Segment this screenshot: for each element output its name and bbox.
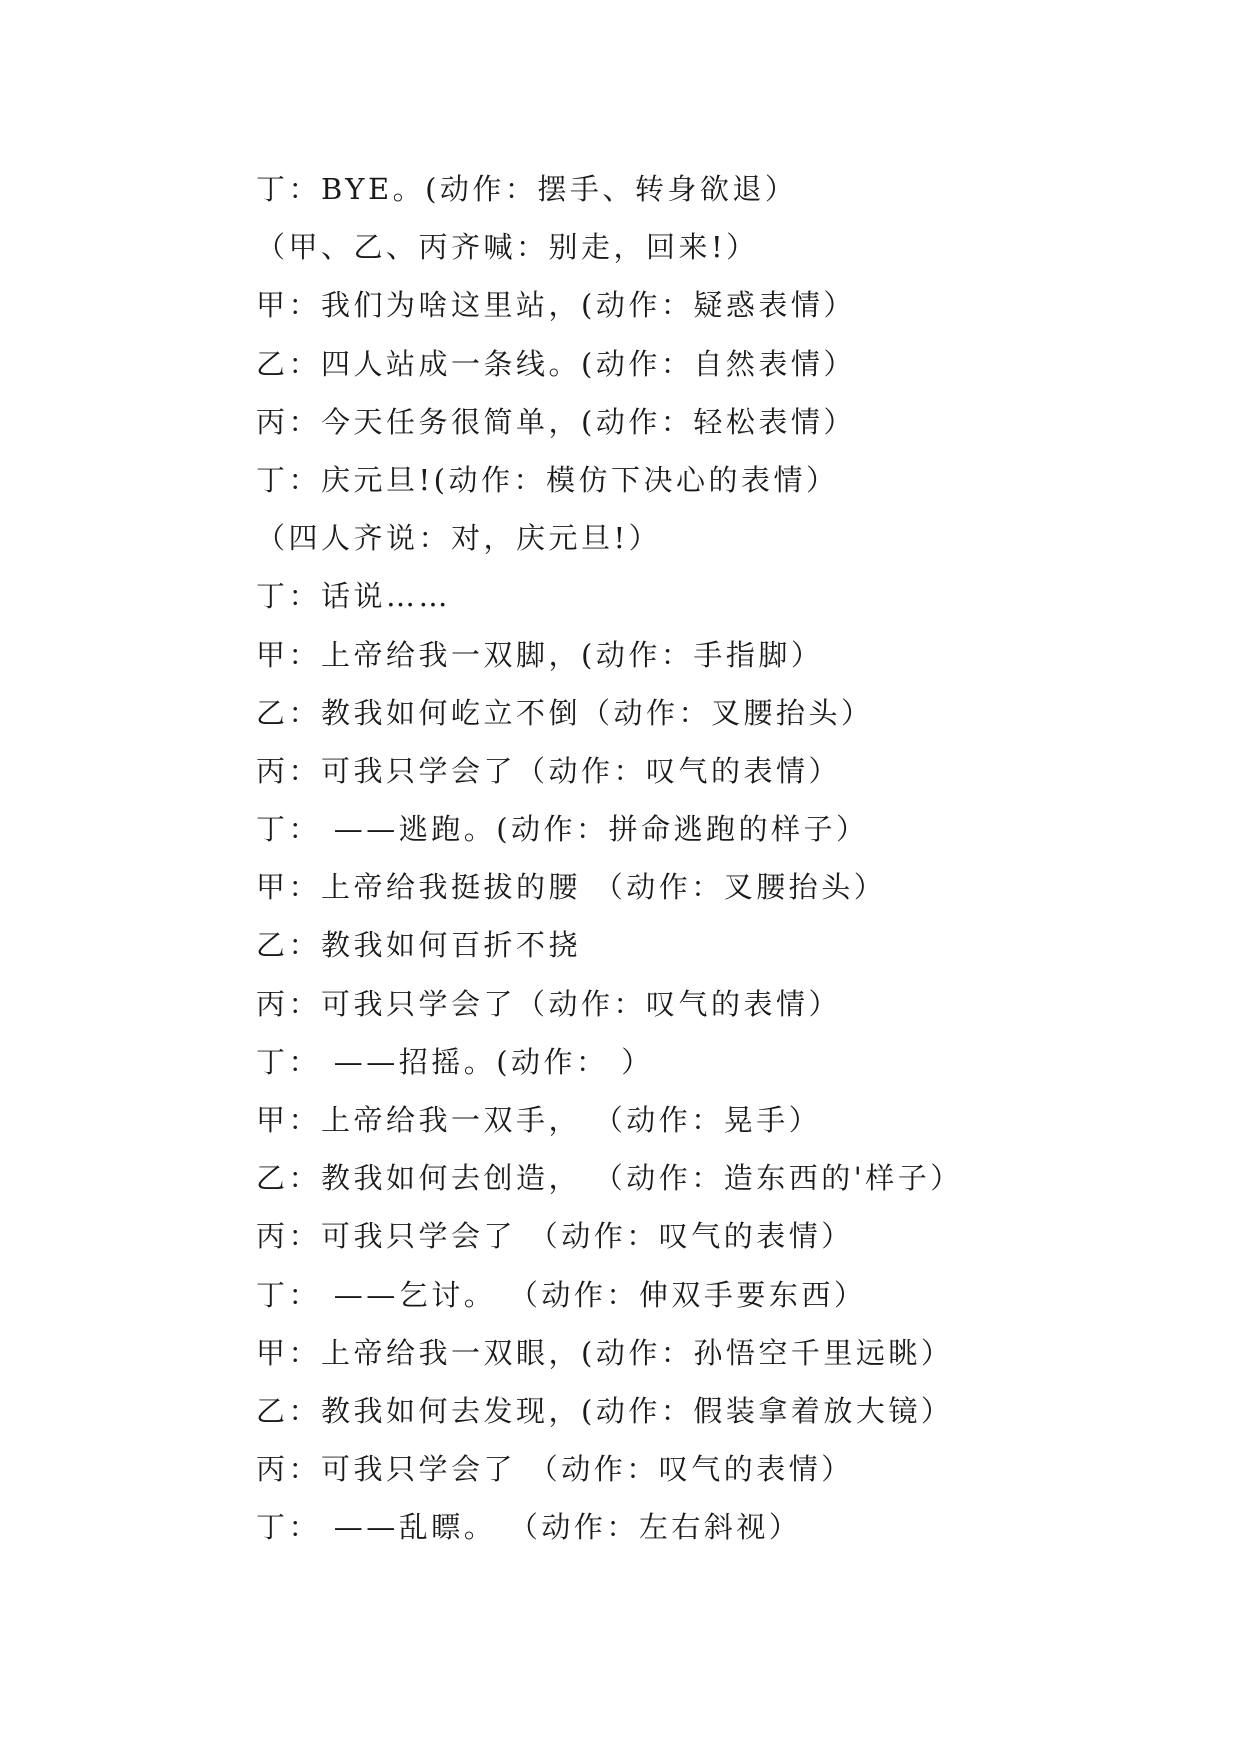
- script-lines: [256, 160, 1216, 1557]
- script-line: 乙：教我如何百折不挠: [256, 928, 582, 963]
- script-line: 乙：四人站成一条线。(动作：自然表情）: [256, 346, 856, 381]
- script-line: 甲：上帝给我一双手， （动作：晃手）: [256, 1103, 822, 1137]
- script-line: 丁： ——乞讨。 （动作：伸双手要东西）: [256, 1277, 867, 1312]
- script-line: 乙：教我如何去发现，(动作：假装拿着放大镜）: [256, 1393, 954, 1428]
- script-line: 丙：可我只学会了（动作：叹气的表情）: [256, 986, 842, 1021]
- script-line: 甲：上帝给我挺拔的腰 （动作：叉腰抬头）: [256, 870, 887, 905]
- script-line: （甲、乙、丙齐喊：别走，回来!）: [256, 230, 759, 265]
- script-line: 丁： ——招摇。(动作： ）: [256, 1044, 654, 1079]
- script-line: 丁：话说……: [256, 579, 452, 614]
- script-line: 甲：上帝给我一双脚，(动作：手指脚）: [256, 637, 824, 672]
- script-line: 丙：可我只学会了 （动作：叹气的表情）: [256, 1219, 854, 1254]
- script-line: 丙：可我只学会了 （动作：叹气的表情）: [256, 1452, 854, 1487]
- script-line: 丁： ——逃跑。(动作：拼命逃跑的样子）: [256, 812, 869, 847]
- script-line: 丁： ——乱瞟。 （动作：左右斜视）: [256, 1510, 802, 1545]
- script-line: 丁：庆元旦!(动作：模仿下决心的表情）: [256, 462, 839, 497]
- script-line: 丁：BYE。(动作：摆手、转身欲退）: [256, 172, 798, 206]
- script-line: 丙：今天任务很简单，(动作：轻松表情）: [256, 404, 856, 439]
- script-line: 甲：上帝给我一双眼，(动作：孙悟空千里远眺）: [256, 1335, 954, 1370]
- script-line: 丙：可我只学会了（动作：叹气的表情）: [256, 753, 842, 788]
- script-line: 甲：我们为啥这里站，(动作：疑惑表情）: [256, 288, 856, 323]
- script-line: 乙：教我如何去创造， （动作：造东西的'样子）: [256, 1161, 963, 1196]
- script-line: （四人齐说：对，庆元旦!）: [256, 521, 662, 556]
- script-line: 乙：教我如何屹立不倒（动作：叉腰抬头）: [256, 695, 874, 730]
